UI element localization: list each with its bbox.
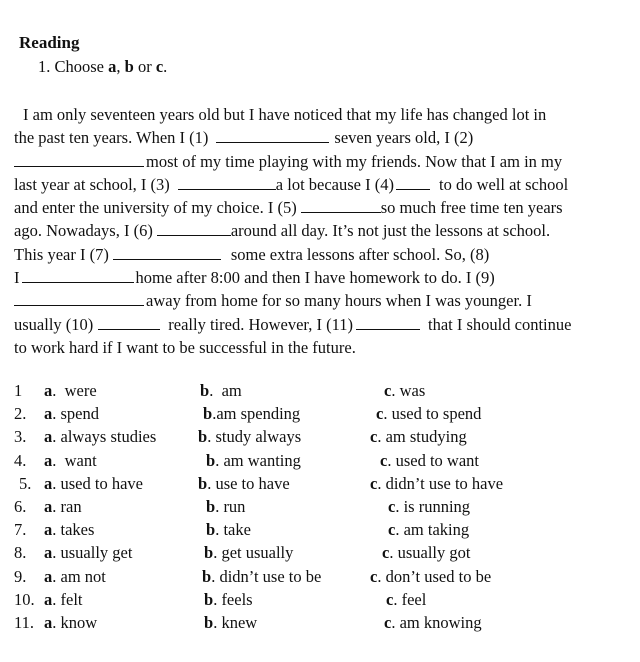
option-b[interactable]: b. study always — [198, 427, 302, 447]
passage-line — [14, 150, 638, 173]
option-b[interactable]: b. am wanting — [206, 450, 301, 470]
option-text: were — [64, 381, 97, 400]
question-number: 10. — [14, 589, 35, 609]
option-text: am knowing — [399, 612, 482, 632]
option-text: usually got — [397, 543, 471, 563]
option-b[interactable]: b. get usually — [204, 543, 294, 563]
option-c[interactable]: c. used to want — [380, 450, 479, 470]
option-c[interactable]: c. don’t used to be — [370, 566, 492, 586]
option-text: am studying — [385, 427, 467, 447]
passage-text: that I should continue — [428, 314, 572, 334]
option-c[interactable]: c. am studying — [370, 427, 467, 447]
option-text: takes — [60, 520, 95, 540]
option-b[interactable]: b.am spending — [203, 404, 301, 424]
passage-line — [14, 219, 638, 242]
question-number: 6. — [14, 496, 27, 516]
passage-text: usually (10) — [14, 314, 94, 334]
option-a[interactable]: a. usually get — [44, 543, 133, 563]
option-c[interactable]: c. feel — [386, 589, 427, 609]
option-text: want — [64, 450, 97, 470]
option-b[interactable]: b. am — [200, 381, 242, 400]
passage-line — [14, 336, 638, 359]
passage-text: a lot because I (4) — [275, 174, 394, 194]
answer-blank-7[interactable] — [113, 245, 221, 260]
option-text: used to want — [395, 450, 479, 470]
question-number: 1 — [14, 381, 23, 400]
question-number: 7. — [14, 520, 27, 540]
option-c[interactable]: c. was — [384, 381, 426, 400]
answer-blank-8[interactable] — [22, 268, 134, 283]
option-text: felt — [60, 589, 83, 609]
option-text: is running — [403, 496, 471, 516]
passage-text: some extra lessons after school. So, (8) — [230, 244, 490, 264]
answer-blank-1[interactable] — [216, 128, 329, 143]
passage-line — [14, 266, 638, 289]
option-a[interactable]: a. want — [44, 450, 97, 470]
option-text: am taking — [403, 520, 470, 540]
option-text: know — [60, 612, 98, 632]
option-text: feel — [401, 589, 427, 609]
question-number: 2. — [14, 404, 27, 424]
option-text: get usually — [221, 543, 294, 563]
passage-line — [14, 173, 638, 196]
option-text: knew — [221, 612, 258, 632]
option-b[interactable]: b. run — [206, 496, 246, 516]
option-a[interactable]: a. used to have — [44, 473, 143, 493]
passage-text: so much free time ten years — [380, 198, 563, 218]
question-number: 3. — [14, 427, 27, 447]
passage-text: around all day. It’s not just the lessons at school. — [230, 221, 551, 241]
passage-text: This year I (7) — [14, 244, 109, 264]
option-text: am — [221, 381, 242, 400]
option-a[interactable]: a. spend — [44, 404, 99, 424]
option-a[interactable]: a. ran — [44, 496, 82, 516]
passage-line — [14, 196, 638, 219]
answer-blank-6[interactable] — [157, 221, 231, 236]
passage-text: and enter the university of my choice. I (5) — [14, 198, 297, 218]
option-text: am spending — [216, 404, 301, 424]
option-c[interactable]: c. am taking — [388, 520, 470, 540]
option-a[interactable]: a. am not — [44, 566, 106, 586]
passage-line — [14, 243, 638, 266]
passage-text: I — [14, 268, 20, 288]
option-text: used to spend — [391, 404, 482, 424]
option-a[interactable]: a. felt — [44, 589, 83, 609]
option-b[interactable]: b. knew — [204, 612, 258, 632]
answer-blank-10[interactable] — [98, 315, 160, 330]
option-a[interactable]: a. were — [44, 381, 97, 400]
passage-text: really tired. However, I (11) — [168, 314, 354, 334]
passage-text: to do well at school — [438, 174, 569, 194]
option-c[interactable]: c. usually got — [382, 543, 471, 563]
option-text: didn’t use to have — [385, 473, 504, 493]
passage-line — [14, 289, 638, 312]
option-a[interactable]: a. always studies — [44, 427, 157, 447]
passage-line — [14, 313, 638, 336]
option-text: don’t used to be — [385, 566, 492, 586]
reading-passage — [14, 103, 638, 359]
option-text: am wanting — [223, 450, 301, 470]
answer-blank-5[interactable] — [301, 198, 381, 213]
option-text: spend — [60, 404, 99, 424]
option-text: take — [223, 520, 251, 540]
passage-text: last year at school, I (3) — [14, 174, 170, 194]
option-text: didn’t use to be — [219, 566, 322, 586]
answer-blank-9[interactable] — [14, 291, 144, 306]
option-text: feels — [221, 589, 253, 609]
passage-text: I am only seventeen years old but I have noticed that my life has changed lot in — [23, 105, 547, 124]
question-number: 11. — [14, 612, 35, 632]
passage-text: away from home for so many hours when I was younger. I — [146, 291, 532, 311]
passage-line — [14, 126, 638, 149]
passage-text: ago. Nowadays, I (6) — [14, 221, 153, 241]
passage-text: seven years old, I (2) — [334, 128, 474, 148]
option-b[interactable]: b. feels — [204, 589, 253, 609]
option-c[interactable]: c. is running — [388, 496, 471, 516]
answer-blank-4[interactable] — [396, 175, 430, 190]
passage-text: most of my time playing with my friends. Now that I am in my — [146, 151, 563, 171]
passage-text: the past ten years. When I (1) — [14, 128, 209, 148]
option-text: run — [223, 496, 246, 516]
option-text: was — [399, 381, 426, 400]
option-c[interactable]: c. used to spend — [376, 404, 482, 424]
question-number: 5. — [19, 473, 32, 493]
passage-text: to work hard if I want to be successful in the future. — [14, 337, 356, 357]
option-text: am not — [60, 566, 106, 586]
option-a[interactable]: a. takes — [44, 520, 95, 540]
option-text: used to have — [60, 473, 143, 493]
option-b[interactable]: b. use to have — [198, 473, 290, 493]
question-number: 4. — [14, 450, 27, 470]
option-text: usually get — [60, 543, 133, 563]
option-a[interactable]: a. know — [44, 612, 98, 632]
answer-blank-3[interactable] — [178, 175, 276, 190]
passage-line — [14, 103, 638, 126]
question-number: 8. — [14, 543, 27, 563]
exercise-instruction: 1. Choose a, b or c. — [38, 57, 168, 76]
option-text: ran — [60, 496, 82, 516]
answer-blank-11[interactable] — [356, 315, 420, 330]
option-c[interactable]: c. am knowing — [384, 612, 482, 632]
passage-text: home after 8:00 and then I have homework to do. I (9) — [135, 268, 495, 288]
option-b[interactable]: b. take — [206, 520, 251, 540]
option-b[interactable]: b. didn’t use to be — [202, 566, 322, 586]
option-c[interactable]: c. didn’t use to have — [370, 473, 504, 493]
option-text: always studies — [60, 427, 157, 447]
option-text: study always — [215, 427, 302, 447]
section-heading: Reading — [19, 33, 80, 52]
question-number: 9. — [14, 566, 27, 586]
answer-blank-2[interactable] — [14, 152, 144, 167]
option-text: use to have — [215, 473, 290, 493]
